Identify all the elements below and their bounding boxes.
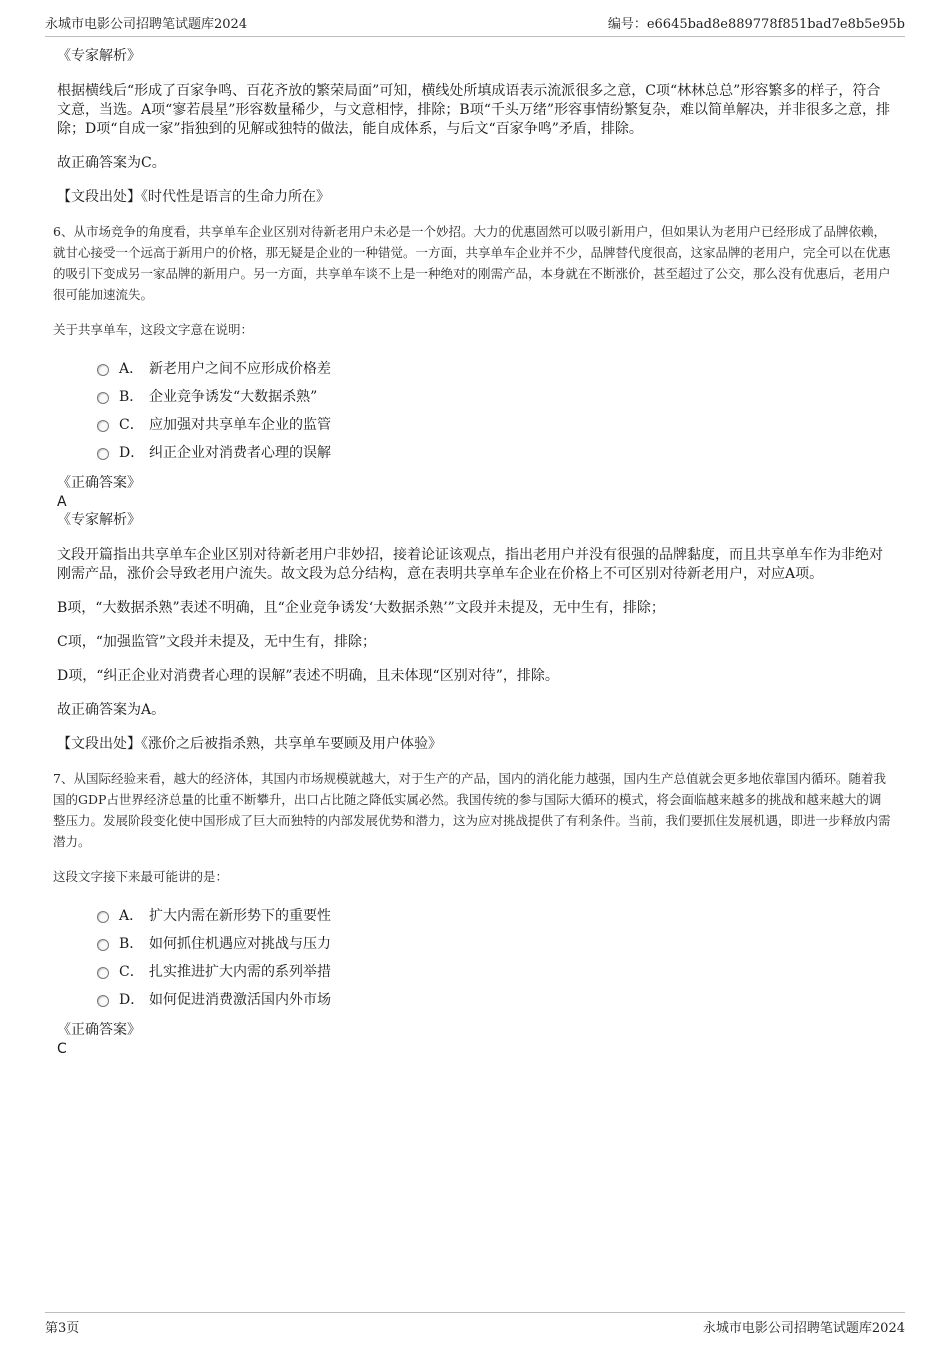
q7-option-d[interactable]: D． 如何促进消费激活国内外市场 — [57, 985, 892, 1013]
q6-option-c[interactable]: C． 应加强对共享单车企业的监管 — [57, 410, 892, 438]
q7-answer-label: 《正确答案》 — [57, 1022, 141, 1038]
q6-note-b: B项，“大数据杀熟”表述不明确，且“企业竞争诱发‘大数据杀熟’”文段并未提及，无中生有，排除； — [57, 600, 665, 616]
q7-passage: 7、从国际经验来看，越大的经济体，其国内市场规模就越大，对于生产的产品，国内的消化能力越强，国内生产总值就会更多地依靠国内循环。随着我国的GDP占世界经济总量的比重不断攀升，出口占比随之降低实属必然。我国传统的参与国际大循环的模式，将会面临越来越多的挑战和越来越大的调整压力。发展阶段变化使中国形成了巨大而独特的内部发展优势和潜力，这为应对挑战提供了有利条件。当前，我们要抓住发展机遇，即进一步释放内需潜力。 — [53, 771, 891, 849]
q6-note-c: C项，“加强监管”文段并未提及，无中生有，排除； — [57, 634, 377, 650]
q6-option-a[interactable]: A． 新老用户之间不应形成价格差 — [57, 354, 892, 382]
page-number: 第3页 — [45, 1321, 80, 1336]
document-id: 编号：e6645bad8e889778f851bad7e8b5e95b — [607, 17, 905, 32]
q6-passage: 6、从市场竞争的角度看，共享单车企业区别对待新老用户未必是一个妙招。大力的优惠固然可以吸引新用户，但如果认为老用户已经形成了品牌依赖，就甘心接受一个远高于新用户的价格，那无疑是企业的一种错觉。一方面，共享单车企业并不少，品牌替代度很高，这家品牌的老用户，完全可以在优惠的吸引下变成另一家品牌的新用户。另一方面，共享单车谈不上是一种绝对的刚需产品，本身就在不断涨价，甚至超过了公交，那么没有优惠后，老用户很可能加速流失。 — [53, 224, 891, 302]
q6-analysis-label: 《专家解析》 — [57, 512, 141, 528]
radio-icon[interactable] — [97, 364, 109, 376]
page-content — [53, 47, 892, 1058]
q5-source: 【文段出处】《时代性是语言的生命力所在》 — [57, 189, 330, 205]
q6-option-b[interactable]: B． 企业竞争诱发“大数据杀熟” — [57, 382, 892, 410]
q5-conclusion: 故正确答案为C。 — [57, 155, 166, 171]
q7-answer: C — [57, 1041, 67, 1057]
q6-options — [57, 354, 892, 466]
q7-option-a[interactable]: A． 扩大内需在新形势下的重要性 — [57, 901, 892, 929]
page-footer — [45, 1312, 905, 1336]
q7-question: 这段文字接下来最可能讲的是： — [53, 869, 229, 884]
q5-analysis-label: 《专家解析》 — [57, 48, 141, 64]
q7-options — [57, 901, 892, 1013]
radio-icon[interactable] — [97, 392, 109, 404]
q6-option-d[interactable]: D． 纠正企业对消费者心理的误解 — [57, 438, 892, 466]
radio-icon[interactable] — [97, 967, 109, 979]
q7-option-c[interactable]: C． 扎实推进扩大内需的系列举措 — [57, 957, 892, 985]
header-title: 永城市电影公司招聘笔试题库2024 — [45, 17, 248, 32]
q5-analysis: 根据横线后“形成了百家争鸣、百花齐放的繁荣局面”可知，横线处所填成语表示流派很多之意，C项“林林总总”形容繁多的样子，符合文意，当选。A项“寥若晨星”形容数量稀少，与文意相悖，排除；B项“千头万绪”形容事情纷繁复杂，难以简单解决，并非很多之意，排除；D项“自成一家”指独到的见解或独特的做法，能自成体系，与后文“百家争鸣”矛盾，排除。 — [57, 83, 891, 137]
radio-icon[interactable] — [97, 420, 109, 432]
page-header — [45, 13, 905, 37]
q7-option-b[interactable]: B． 如何抓住机遇应对挑战与压力 — [57, 929, 892, 957]
radio-icon[interactable] — [97, 911, 109, 923]
footer-title: 永城市电影公司招聘笔试题库2024 — [702, 1321, 905, 1336]
q6-question: 关于共享单车，这段文字意在说明： — [53, 322, 254, 337]
q6-analysis: 文段开篇指出共享单车企业区别对待新老用户非妙招，接着论证该观点，指出老用户并没有很强的品牌黏度，而且共享单车作为非绝对刚需产品，涨价会导致老用户流失。故文段为总分结构，意在表明共享单车企业在价格上不可区别对待新老用户，对应A项。 — [57, 547, 883, 582]
q6-source: 【文段出处】《涨价之后被指杀熟，共享单车要顾及用户体验》 — [57, 736, 442, 752]
radio-icon[interactable] — [97, 995, 109, 1007]
q6-answer-label: 《正确答案》 — [57, 475, 141, 491]
radio-icon[interactable] — [97, 448, 109, 460]
radio-icon[interactable] — [97, 939, 109, 951]
q6-conclusion: 故正确答案为A。 — [57, 702, 166, 718]
q6-answer: A — [57, 494, 67, 510]
q6-note-d: D项，“纠正企业对消费者心理的误解”表述不明确，且未体现“区别对待”，排除。 — [57, 668, 559, 684]
